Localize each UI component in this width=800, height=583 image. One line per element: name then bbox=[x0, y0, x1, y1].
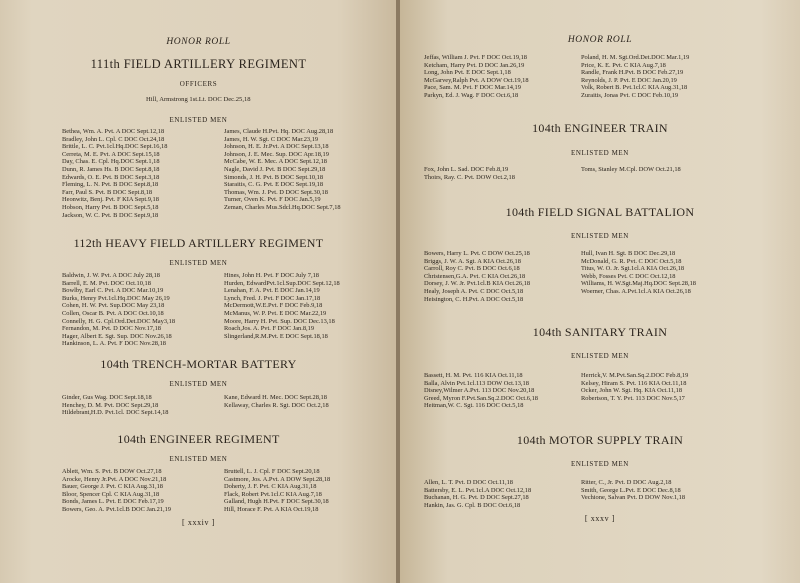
roster-entry: Hill, Horace F. Pvt. A KIA Oct.19,18 bbox=[224, 505, 319, 513]
roster-entry: Jeffas, William J. Pvt. F DOC Oct.19,18 bbox=[424, 54, 527, 61]
roster-entry: Buchanan, H. G. Pvt. D DOC Sept.27,18 bbox=[424, 494, 529, 502]
roster-entry: Bradley, John L. Cpl. C DOC Oct.24,18 bbox=[62, 135, 165, 143]
roster-entry: McGarvey,Ralph Pvt. A DOW Oct.19,18 bbox=[424, 76, 529, 84]
roster-column-left bbox=[424, 250, 530, 303]
section-title: 104th ENGINEER REGIMENT bbox=[117, 432, 280, 446]
roster-entry: Toms, Stanley M.Cpl. DOW Oct.21,18 bbox=[581, 166, 681, 173]
roster-entry: Ginder, Gus Wag. DOC Sept.18,18 bbox=[62, 394, 152, 401]
section-title: 104th FIELD SIGNAL BATTALION bbox=[505, 205, 695, 219]
enlisted-heading: ENLISTED MEN bbox=[571, 352, 629, 360]
roster-entry: Bassett, H. M. Pvt. 116 KIA Oct.11,18 bbox=[424, 372, 523, 379]
roster-entry: Edwards, O. E. Pvt. B DOC Sept.3,18 bbox=[62, 173, 160, 181]
roster-entry: Smith, George L.Pvt. E DOC Dec.8,18 bbox=[581, 486, 681, 494]
roster-entry: Zeman, Charles Mus.Sdcl.Hq.DOC Sept.7,18 bbox=[224, 203, 341, 211]
roster-column-left bbox=[424, 166, 515, 181]
roster-entry: James, H. W. Sgt. C DOC Mar.23,19 bbox=[224, 135, 319, 143]
roster-entry: Dunn, R. James Hs. B DOC Sept.8,18 bbox=[62, 165, 160, 173]
roster-entry: Volk, Robert B. Pvt.1cl.C KIA Aug.31,18 bbox=[581, 84, 688, 92]
roster-entry: Long, John Pvt. E DOC Sept.1,18 bbox=[424, 69, 511, 77]
roster-column-left bbox=[424, 479, 531, 509]
roster-entry: Johnson, H. E. Jr.Pvt. A DOC Sept.13,18 bbox=[224, 143, 329, 151]
roster-entry: Farr, Paul S. Pvt. B DOC Sept.8,18 bbox=[62, 188, 153, 196]
roster-entry: James, Claude H.Pvt. Hq. DOC Aug.28,18 bbox=[224, 128, 334, 135]
roster-entry: Bonds, James L. Pvt. E DOC Feb.17,19 bbox=[62, 498, 164, 506]
roster-entry: Woerner, Chas. A.Pvt.1cl.A KIA Oct.26,18 bbox=[581, 287, 691, 295]
roster-column-left bbox=[62, 468, 171, 514]
roster-column-right bbox=[224, 128, 341, 212]
roster-entry: Lynch, Fred. J. Pvt. F DOC Jan.17,18 bbox=[224, 294, 321, 302]
roster-entry: Thomas, Wm. J. Pvt. D DOC Sept.30,18 bbox=[224, 188, 328, 196]
roster-entry: Battersby, E. L. Pvt.1cl.A DOC Oct.12,18 bbox=[424, 486, 532, 494]
roster-column-right bbox=[224, 468, 330, 514]
roster-entry: Slingerland,R.M.Pvt. E DOC Sept.18,18 bbox=[224, 332, 328, 340]
section-title: 104th TRENCH-MORTAR BATTERY bbox=[100, 357, 297, 371]
roster-column-right bbox=[581, 479, 685, 502]
roster-entry: Ocker, John W. Sgt. Hq. KIA Oct.11,18 bbox=[581, 387, 683, 395]
roster-entry: Staraitis, C. G. Pvt. E DOC Sept.19,18 bbox=[224, 181, 324, 189]
roster-entry: Heonwitz, Benj. Pvt. F KIA Sept.9,18 bbox=[62, 196, 159, 204]
enlisted-heading: ENLISTED MEN bbox=[571, 149, 629, 157]
page-header: HONOR ROLL bbox=[567, 35, 633, 45]
officer-entry: Hill, Armstrong 1st.Lt. DOC Dec.25,18 bbox=[146, 96, 251, 103]
roster-entry: Allen, L. T. Pvt. D DOC Oct.11,18 bbox=[424, 479, 513, 486]
roster-column-right bbox=[581, 166, 681, 174]
roster-entry: Brittle, L. C. Pvt.1cl.Hq.DOC Sept.16,18 bbox=[62, 143, 168, 151]
roster-entry: Titus, W. O. Jr. Sgt.1cl.A KIA Oct.26,18 bbox=[581, 265, 685, 273]
roster-entry: Barrell, E. M. Pvt. DOC Oct.10,18 bbox=[62, 279, 151, 287]
roster-entry: Hull, Ivan H. Sgt. B DOC Dec.29,18 bbox=[581, 250, 676, 257]
roster-entry: Hankin, Jas. G. Cpl. B DOC Oct.6,18 bbox=[424, 501, 521, 509]
roster-column-left bbox=[62, 272, 175, 348]
roster-entry: Ablett, Wm. S. Pvt. B DOW Oct.27,18 bbox=[62, 468, 162, 475]
roster-column-right bbox=[581, 372, 688, 402]
roster-entry: Burks, Henry Pvt.1cl.Hq.DOC May 26,19 bbox=[62, 294, 170, 302]
roster-entry: Heitman,W. C. Sgt. 116 DOC Oct.5,18 bbox=[424, 402, 524, 410]
roster-entry: Turner, Oven K. Pvt. F DOC Jan.5,19 bbox=[224, 196, 321, 204]
roster-entry: Randle, Frank H.Pvt. B DOC Feb.27,19 bbox=[581, 69, 684, 77]
roster-entry: Healy, Joseph A. Pvt. C DOC Oct.5,18 bbox=[424, 287, 524, 295]
roster-entry: Pace, Sam. M. Pvt. F DOC Mar.14,19 bbox=[424, 84, 521, 92]
roster-entry: Henchey, D. M. Pvt. DOC Sept.29,18 bbox=[62, 401, 159, 409]
roster-entry: Vechione, Salvan Pvt. D DOW Nov.1,18 bbox=[581, 494, 686, 502]
roster-entry: Robertson, T. Y. Pvt. 113 DOC Nov.5,17 bbox=[581, 394, 685, 402]
roster-entry: Cohen, H. W. Pvt. Sup.DOC May 23,18 bbox=[62, 302, 165, 310]
roster-entry: Zuraitis, Jonas Pvt. C DOC Feb.10,19 bbox=[581, 91, 679, 99]
roster-column-right bbox=[224, 394, 329, 409]
roster-entry: Doherty, J. F. Pvt. C KIA Aug.31,18 bbox=[224, 483, 317, 491]
roster-entry: Arocke, Henry Jr.Pvt. A DOC Nov.21,18 bbox=[62, 475, 167, 483]
roster-entry: Price, K. E. Pvt. C KIA Aug.7,18 bbox=[581, 61, 666, 69]
roster-entry: Dorsey, J. W. Jr. Pvt.1cl.B KIA Oct.26,18 bbox=[424, 280, 531, 288]
section-title: 112th HEAVY FIELD ARTILLERY REGIMENT bbox=[73, 236, 324, 250]
roster-entry: Ketcham, Harry Pvt. D DOC Jan.26,19 bbox=[424, 61, 525, 69]
roster-entry: Bowers, Harry L. Pvt. C DOW Oct.25,18 bbox=[424, 250, 530, 257]
left-page bbox=[0, 0, 397, 583]
roster-entry: Ritter, C., Jr. Pvt. D DOC Aug.2,18 bbox=[581, 479, 672, 486]
page-header: HONOR ROLL bbox=[166, 37, 231, 47]
roster-entry: Galland, Hugh H.Pvt. F DOC Sept.30,18 bbox=[224, 498, 329, 506]
roster-column-left bbox=[62, 128, 167, 219]
roster-entry: Cerreta, M. E. Pvt. A DOC Sept.15,18 bbox=[62, 150, 160, 158]
roster-entry: Heisington, C. H.Pvt. A DOC Oct.5,18 bbox=[424, 295, 524, 303]
roster-entry: Bowlby, Earl C. Pvt. A DOC Mar.10,19 bbox=[62, 287, 164, 295]
roster-entry: Johnson, J. E. Mec. Sup. DOC Apr.18,19 bbox=[224, 150, 329, 158]
roster-entry: Briggs, J. W. A. Sgt. A KIA Oct.26,18 bbox=[424, 257, 521, 265]
roster-entry: Hurden, EdwardPvt.1cl.Sup.DOC Sept.12,18 bbox=[224, 279, 340, 287]
roster-entry: Thoirs, Ray. C. Pvt. DOW Oct.2,18 bbox=[424, 173, 515, 181]
section-title: 111th FIELD ARTILLERY REGIMENT bbox=[90, 57, 307, 71]
roster-entry: Moore, Harry H. Pvt. Sup. DOC Dec.13,18 bbox=[224, 317, 335, 325]
enlisted-heading: ENLISTED MEN bbox=[169, 259, 228, 267]
roster-entry: Bowers, Geo. A. Pvt.1cl.B DOC Jan.21,19 bbox=[62, 505, 171, 513]
roster-entry: Connelly, H. G. Cpl.Ord.Det.DOC May3,18 bbox=[62, 317, 176, 325]
enlisted-heading: ENLISTED MEN bbox=[571, 460, 629, 468]
roster-entry: Hildebrant,H.D. Pvt.1cl. DOC Sept.14,18 bbox=[62, 409, 169, 417]
enlisted-heading: ENLISTED MEN bbox=[169, 455, 228, 463]
roster-entry: Bruttell, L. J. Cpl. F DOC Sept.20,18 bbox=[224, 468, 320, 475]
roster-entry: Collen, Oscar B. Pvt. A DOC Oct.10,18 bbox=[62, 309, 164, 317]
roster-entry: Reynolds, J. P. Pvt. E DOC Jan.20,19 bbox=[581, 76, 677, 84]
roster-column-right bbox=[581, 54, 689, 100]
enlisted-heading: ENLISTED MEN bbox=[571, 232, 629, 240]
roster-entry: Lenahan, F. A. Pvt. E DOC Jan.14,19 bbox=[224, 287, 320, 295]
officers-heading: OFFICERS bbox=[179, 80, 218, 88]
roster-entry: Disney,Wilmer A.Pvt. 113 DOC Nov.20,18 bbox=[424, 387, 535, 395]
section-title: 104th MOTOR SUPPLY TRAIN bbox=[516, 433, 684, 447]
roster-column-left bbox=[424, 54, 529, 100]
roster-entry: Bloor, Spencer Cpl. C KIA Aug.31,18 bbox=[62, 490, 160, 498]
roster-entry: McCabe, W. E. Mec. A DOC Sept.12,18 bbox=[224, 158, 327, 166]
roster-entry: Jackson, W. C. Pvt. B DOC Sept.9,18 bbox=[62, 211, 159, 219]
roster-entry: Kellaway, Charles R. Sgt. DOC Oct.2,18 bbox=[224, 401, 329, 409]
roster-entry: Flack, Robert Pvt.1cl.C KIA Aug.7,18 bbox=[224, 490, 322, 498]
roster-entry: Bauer, George J. Pvt. C KIA Aug.31,18 bbox=[62, 483, 163, 491]
roster-entry: Kane, Edward H. Mec. DOC Sept.28,18 bbox=[224, 394, 327, 401]
page-number: [ xxxv ] bbox=[584, 514, 616, 523]
roster-entry: Bethea, Wm. A. Pvt. A DOC Sept.12,18 bbox=[62, 128, 165, 135]
roster-column-left bbox=[62, 394, 169, 417]
roster-entry: Balla, Alvin Pvt.1cl.113 DOW Oct.13,18 bbox=[424, 379, 529, 387]
roster-entry: Kelsey, Hiram S. Pvt. 116 KIA Oct.11,18 bbox=[581, 379, 687, 387]
roster-entry: Poland, H. M. Sgt.Ord.Det.DOC Mar.1,19 bbox=[581, 54, 690, 61]
roster-entry: Herrick,V. M.Pvt.San.Sq.2.DOC Feb.8,19 bbox=[581, 372, 689, 379]
right-page bbox=[400, 0, 800, 583]
roster-entry: Day, Chas. E. Cpl. Hq.DOC Sept.1,18 bbox=[62, 158, 160, 166]
enlisted-heading: ENLISTED MEN bbox=[169, 116, 228, 124]
roster-entry: McManus, W. P. Pvt. E DOC Mar.22,19 bbox=[224, 309, 327, 317]
roster-entry: Hager, Albert E. Sgt. Sup. DOC Nov.26,18 bbox=[62, 332, 172, 340]
roster-entry: Baldwin, J. W. Pvt. A DOC July 28,18 bbox=[62, 272, 161, 279]
roster-entry: Hankinson, L. A. Pvt. F DOC Nov.28,18 bbox=[62, 340, 166, 348]
roster-entry: Castmore, Jos. A.Pvt. A DOW Sept.28,18 bbox=[224, 475, 331, 483]
roster-entry: Carroll, Roy C. Pvt. B DOC Oct.6,18 bbox=[424, 265, 520, 273]
roster-column-right bbox=[581, 250, 696, 296]
roster-entry: Hines, John H. Pvt. F DOC July 7,18 bbox=[224, 272, 319, 279]
roster-entry: Simonds, J. H. Pvt. B DOC Sept.10,18 bbox=[224, 173, 324, 181]
roster-entry: Williams, H. W.Sgt.Maj.Hq.DOC Sept.28,18 bbox=[581, 280, 696, 288]
section-title: 104th ENGINEER TRAIN bbox=[532, 121, 668, 135]
roster-column-right bbox=[224, 272, 340, 340]
roster-entry: Roach,Jos. A. Pvt. F DOC Jan.8,19 bbox=[224, 325, 315, 333]
roster-entry: Fernandon, M. Pvt. D DOC Nov.17,18 bbox=[62, 325, 161, 333]
roster-entry: Christensen,G.A. Pvt. C KIA Oct.26,18 bbox=[424, 272, 526, 280]
roster-entry: Fox, John L. Sad. DOC Feb.8,19 bbox=[424, 166, 509, 173]
enlisted-heading: ENLISTED MEN bbox=[169, 380, 228, 388]
roster-column-left bbox=[424, 372, 538, 410]
roster-entry: McDermott,W.E.Pvt. F DOC Feb.9,18 bbox=[224, 302, 323, 310]
roster-entry: Greed, Myron F.Pvt.San.Sq.2.DOC Oct.6,18 bbox=[424, 394, 538, 402]
roster-entry: McDonald, G. R. Pvt. C DOC Oct.5,18 bbox=[581, 257, 682, 265]
section-title: 104th SANITARY TRAIN bbox=[532, 325, 668, 339]
roster-entry: Fleming, L. N. Pvt. B DOC Sept.8,18 bbox=[62, 181, 159, 189]
roster-entry: Webb, Fosses Pvt. C DOC Oct.12,18 bbox=[581, 272, 676, 280]
roster-entry: Nagle, David J. Pvt. B DOC Sept.29,18 bbox=[224, 165, 326, 173]
roster-entry: Parkyn, Ed. J. Wag. F DOC Oct.6,18 bbox=[424, 91, 519, 99]
roster-entry: Hobson, Harry Pvt. B DOC Sept.5,18 bbox=[62, 203, 159, 211]
page-number: [ xxxiv ] bbox=[182, 518, 215, 527]
